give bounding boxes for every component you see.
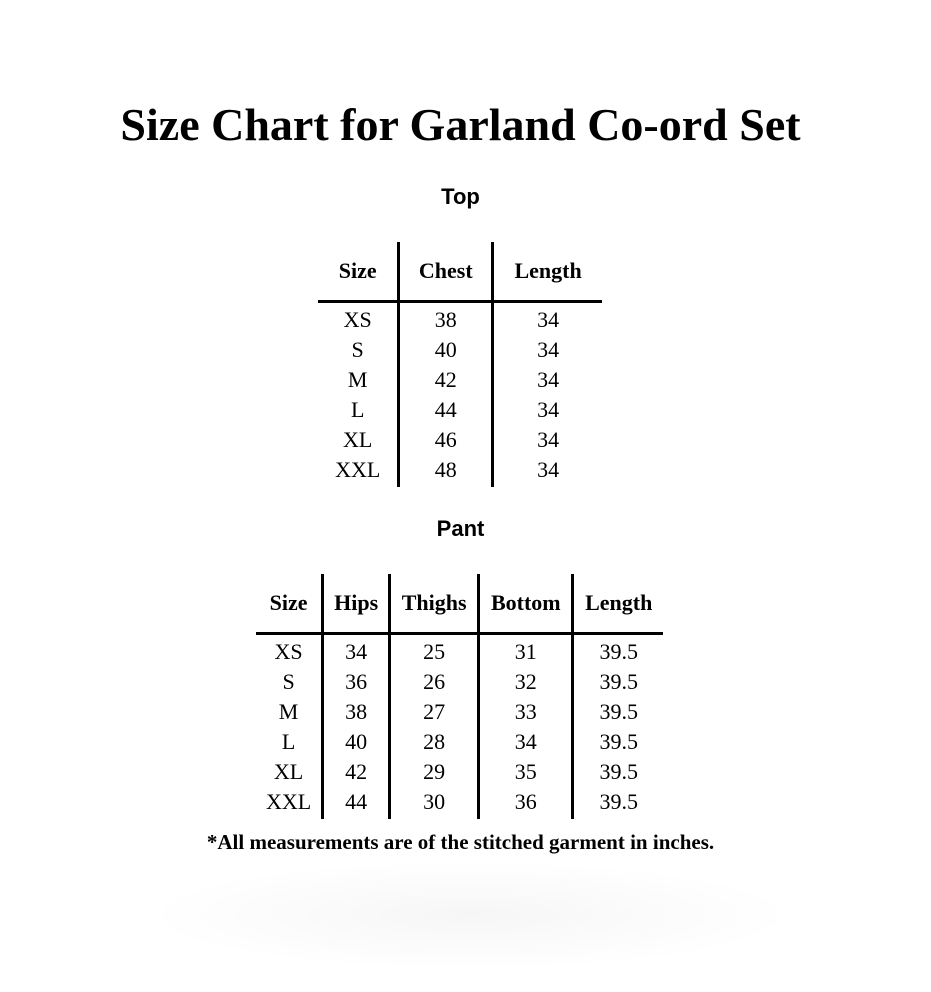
length-cell: 39.5 <box>573 697 663 727</box>
length-cell: 39.5 <box>573 634 663 668</box>
bottom-cell: 32 <box>479 667 573 697</box>
top-size-table <box>318 242 602 487</box>
chest-cell: 38 <box>399 302 493 336</box>
chest-cell: 42 <box>399 365 493 395</box>
column-header-chest: Chest <box>399 242 493 302</box>
table-header-row <box>256 574 663 634</box>
table-row <box>256 634 663 668</box>
bottom-cell: 35 <box>479 757 573 787</box>
bottom-cell: 36 <box>479 787 573 819</box>
size-cell: XL <box>343 427 373 452</box>
length-cell: 39.5 <box>573 787 663 819</box>
size-cell: XL <box>273 759 304 784</box>
table-row <box>256 667 663 697</box>
bottom-cell: 31 <box>479 634 573 668</box>
table-row <box>318 425 602 455</box>
length-cell: 39.5 <box>573 727 663 757</box>
background-shadow <box>140 860 800 970</box>
hips-cell: 40 <box>323 727 390 757</box>
bottom-cell: 34 <box>479 727 573 757</box>
size-cell: XS <box>343 307 372 332</box>
thighs-cell: 28 <box>390 727 479 757</box>
thighs-cell: 29 <box>390 757 479 787</box>
length-cell: 34 <box>493 302 602 336</box>
size-cell: L <box>350 397 365 422</box>
length-cell: 34 <box>493 425 602 455</box>
length-cell: 34 <box>493 365 602 395</box>
top-section-title: Top <box>441 184 480 209</box>
table-row <box>256 727 663 757</box>
hips-cell: 36 <box>323 667 390 697</box>
measurement-footnote: *All measurements are of the stitched garment in inches. <box>206 830 715 854</box>
size-cell: XXL <box>335 457 381 482</box>
column-header-length: Length <box>493 242 602 302</box>
thighs-cell: 27 <box>390 697 479 727</box>
table-row <box>318 365 602 395</box>
chest-cell: 48 <box>399 455 493 487</box>
table-row <box>256 697 663 727</box>
length-cell: 34 <box>493 455 602 487</box>
table-row <box>256 757 663 787</box>
thighs-cell: 26 <box>390 667 479 697</box>
column-header-bottom: Bottom <box>479 574 573 634</box>
size-cell: S <box>351 337 364 362</box>
thighs-cell: 25 <box>390 634 479 668</box>
size-cell: L <box>281 729 296 754</box>
page-title: Size Chart for Garland Co-ord Set <box>120 99 801 150</box>
table-header-row <box>318 242 602 302</box>
length-cell: 39.5 <box>573 757 663 787</box>
table-row <box>318 335 602 365</box>
table-row <box>256 787 663 819</box>
column-header-size: Size <box>318 242 399 302</box>
thighs-cell: 30 <box>390 787 479 819</box>
chest-cell: 46 <box>399 425 493 455</box>
size-cell: M <box>278 699 299 724</box>
length-cell: 34 <box>493 335 602 365</box>
size-cell: XS <box>274 639 303 664</box>
size-cell: XXL <box>265 789 312 814</box>
column-header-hips: Hips <box>323 574 390 634</box>
bottom-cell: 33 <box>479 697 573 727</box>
column-header-thighs: Thighs <box>390 574 479 634</box>
length-cell: 39.5 <box>573 667 663 697</box>
size-cell: S <box>282 669 295 694</box>
hips-cell: 38 <box>323 697 390 727</box>
hips-cell: 42 <box>323 757 390 787</box>
length-cell: 34 <box>493 395 602 425</box>
column-header-size: Size <box>256 574 323 634</box>
table-row <box>318 395 602 425</box>
column-header-length: Length <box>573 574 663 634</box>
hips-cell: 44 <box>323 787 390 819</box>
chest-cell: 44 <box>399 395 493 425</box>
size-cell: M <box>347 367 368 392</box>
pant-section-title: Pant <box>436 516 485 541</box>
hips-cell: 34 <box>323 634 390 668</box>
pant-size-table <box>256 574 663 819</box>
table-row <box>318 455 602 487</box>
table-row <box>318 302 602 336</box>
chest-cell: 40 <box>399 335 493 365</box>
